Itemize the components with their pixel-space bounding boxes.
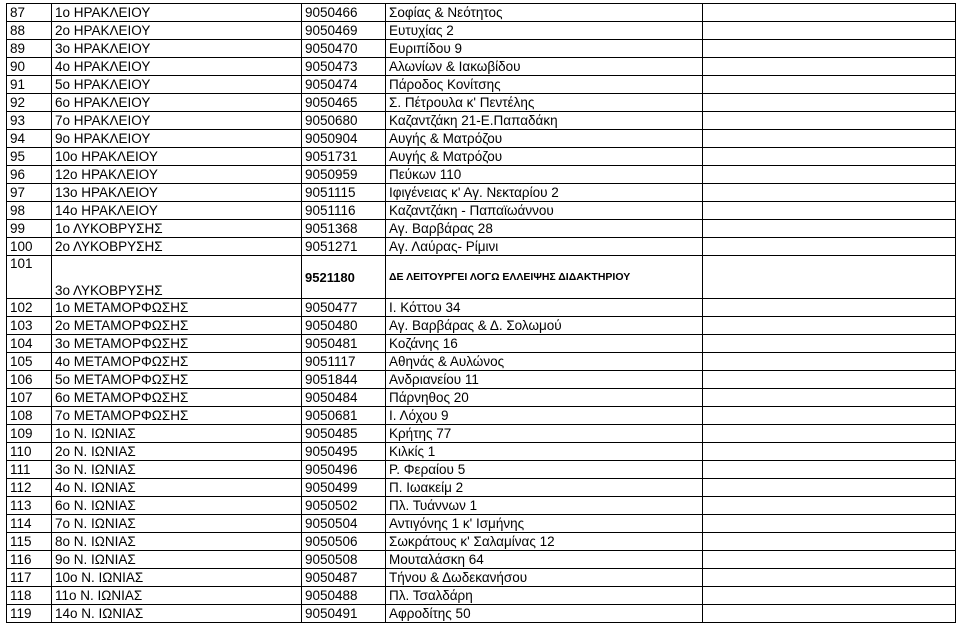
empty-cell — [703, 605, 956, 623]
school-name: 4ο ΜΕΤΑΜΟΡΦΩΣΗΣ — [52, 353, 302, 371]
school-address: Πεύκων 110 — [386, 166, 703, 184]
school-code: 9050470 — [302, 40, 386, 58]
table-row — [7, 148, 956, 166]
school-address: Αγ. Βαρβάρας & Δ. Σολωμού — [386, 317, 703, 335]
school-name: 4ο Ν. ΙΩΝΙΑΣ — [52, 479, 302, 497]
empty-cell — [703, 407, 956, 425]
table-row — [7, 569, 956, 587]
empty-cell — [703, 317, 956, 335]
row-number: 111 — [7, 461, 52, 479]
row-number: 108 — [7, 407, 52, 425]
school-address: Κοζάνης 16 — [386, 335, 703, 353]
school-address: Αυγής & Ματρόζου — [386, 148, 703, 166]
table-row — [7, 425, 956, 443]
row-number: 88 — [7, 22, 52, 40]
school-code: 9051368 — [302, 220, 386, 238]
school-name: 11ο Ν. ΙΩΝΙΑΣ — [52, 587, 302, 605]
school-address: Αγ. Βαρβάρας 28 — [386, 220, 703, 238]
school-code: 9050485 — [302, 425, 386, 443]
row-number: 116 — [7, 551, 52, 569]
school-name: 14ο Ν. ΙΩΝΙΑΣ — [52, 605, 302, 623]
table-row — [7, 130, 956, 148]
school-address: Κιλκίς 1 — [386, 443, 703, 461]
school-code: 9521180 — [302, 256, 386, 299]
empty-cell — [703, 76, 956, 94]
empty-cell — [703, 353, 956, 371]
table-row — [7, 256, 956, 299]
empty-cell — [703, 220, 956, 238]
school-code: 9051844 — [302, 371, 386, 389]
row-number: 91 — [7, 76, 52, 94]
empty-cell — [703, 130, 956, 148]
table-row — [7, 58, 956, 76]
school-code: 9051117 — [302, 353, 386, 371]
table-row — [7, 371, 956, 389]
school-name: 2ο Ν. ΙΩΝΙΑΣ — [52, 443, 302, 461]
table-row — [7, 220, 956, 238]
school-address: Σοφίας & Νεότητος — [386, 4, 703, 22]
school-name: 5ο ΜΕΤΑΜΟΡΦΩΣΗΣ — [52, 371, 302, 389]
empty-cell — [703, 425, 956, 443]
schools-table — [6, 3, 956, 623]
row-number: 97 — [7, 184, 52, 202]
school-code: 9051731 — [302, 148, 386, 166]
school-address: Σ. Πέτρουλα κ' Πεντέλης — [386, 94, 703, 112]
school-address: Ρ. Φεραίου 5 — [386, 461, 703, 479]
row-number: 93 — [7, 112, 52, 130]
row-number: 118 — [7, 587, 52, 605]
school-code: 9050473 — [302, 58, 386, 76]
school-code: 9050469 — [302, 22, 386, 40]
school-code: 9050499 — [302, 479, 386, 497]
table-row — [7, 202, 956, 220]
table-row — [7, 479, 956, 497]
row-number: 115 — [7, 533, 52, 551]
school-code: 9050504 — [302, 515, 386, 533]
school-name: 3ο ΛΥΚΟΒΡΥΣΗΣ — [52, 256, 302, 299]
school-name: 6ο ΜΕΤΑΜΟΡΦΩΣΗΣ — [52, 389, 302, 407]
school-address: Ι. Λόχου 9 — [386, 407, 703, 425]
empty-cell — [703, 148, 956, 166]
table-row — [7, 76, 956, 94]
school-code: 9050465 — [302, 94, 386, 112]
table-row — [7, 112, 956, 130]
school-code: 9050477 — [302, 299, 386, 317]
school-code: 9050466 — [302, 4, 386, 22]
empty-cell — [703, 40, 956, 58]
table-row — [7, 605, 956, 623]
school-name: 2ο ΛΥΚΟΒΡΥΣΗΣ — [52, 238, 302, 256]
school-code: 9050502 — [302, 497, 386, 515]
row-number: 105 — [7, 353, 52, 371]
table-row — [7, 587, 956, 605]
table-row — [7, 515, 956, 533]
school-address: ΔΕ ΛΕΙΤΟΥΡΓΕΙ ΛΟΓΩ ΕΛΛΕΙΨΗΣ ΔΙΔΑΚΤΗΡΙΟΥ — [386, 256, 703, 299]
empty-cell — [703, 389, 956, 407]
table-row — [7, 335, 956, 353]
school-address: Καζαντζάκη 21-Ε.Παπαδάκη — [386, 112, 703, 130]
school-code: 9050680 — [302, 112, 386, 130]
school-address: Αθηνάς & Αυλώνος — [386, 353, 703, 371]
school-name: 2ο ΗΡΑΚΛΕΙΟΥ — [52, 22, 302, 40]
row-number: 114 — [7, 515, 52, 533]
school-name: 9ο Ν. ΙΩΝΙΑΣ — [52, 551, 302, 569]
school-name: 10ο Ν. ΙΩΝΙΑΣ — [52, 569, 302, 587]
school-name: 9ο ΗΡΑΚΛΕΙΟΥ — [52, 130, 302, 148]
empty-cell — [703, 569, 956, 587]
empty-cell — [703, 551, 956, 569]
school-code: 9050484 — [302, 389, 386, 407]
school-code: 9050481 — [302, 335, 386, 353]
school-address: Ιφιγένειας κ' Αγ. Νεκταρίου 2 — [386, 184, 703, 202]
school-code: 9050487 — [302, 569, 386, 587]
school-address: Π. Ιωακείμ 2 — [386, 479, 703, 497]
table-row — [7, 238, 956, 256]
school-address: Πλ. Τσαλδάρη — [386, 587, 703, 605]
school-code: 9050959 — [302, 166, 386, 184]
school-code: 9051116 — [302, 202, 386, 220]
row-number: 94 — [7, 130, 52, 148]
school-name: 3ο Ν. ΙΩΝΙΑΣ — [52, 461, 302, 479]
school-name: 7ο Ν. ΙΩΝΙΑΣ — [52, 515, 302, 533]
school-address: Καζαντζάκη - Παπαϊωάννου — [386, 202, 703, 220]
school-address: Αντιγόνης 1 κ' Ισμήνης — [386, 515, 703, 533]
school-name: 4ο ΗΡΑΚΛΕΙΟΥ — [52, 58, 302, 76]
row-number: 90 — [7, 58, 52, 76]
empty-cell — [703, 299, 956, 317]
row-number: 103 — [7, 317, 52, 335]
row-number: 107 — [7, 389, 52, 407]
empty-cell — [703, 371, 956, 389]
empty-cell — [703, 166, 956, 184]
empty-cell — [703, 4, 956, 22]
empty-cell — [703, 515, 956, 533]
school-name: 14ο ΗΡΑΚΛΕΙΟΥ — [52, 202, 302, 220]
empty-cell — [703, 533, 956, 551]
empty-cell — [703, 58, 956, 76]
table-row — [7, 389, 956, 407]
row-number: 100 — [7, 238, 52, 256]
school-name: 7ο ΜΕΤΑΜΟΡΦΩΣΗΣ — [52, 407, 302, 425]
school-code: 9050474 — [302, 76, 386, 94]
row-number: 110 — [7, 443, 52, 461]
school-name: 8ο Ν. ΙΩΝΙΑΣ — [52, 533, 302, 551]
school-name: 6ο Ν. ΙΩΝΙΑΣ — [52, 497, 302, 515]
school-name: 7ο ΗΡΑΚΛΕΙΟΥ — [52, 112, 302, 130]
row-number: 89 — [7, 40, 52, 58]
row-number: 87 — [7, 4, 52, 22]
school-name: 1ο ΜΕΤΑΜΟΡΦΩΣΗΣ — [52, 299, 302, 317]
empty-cell — [703, 479, 956, 497]
empty-cell — [703, 238, 956, 256]
school-address: Κρήτης 77 — [386, 425, 703, 443]
school-address: Σωκράτους κ' Σαλαμίνας 12 — [386, 533, 703, 551]
empty-cell — [703, 184, 956, 202]
table-row — [7, 22, 956, 40]
school-code: 9050508 — [302, 551, 386, 569]
table-row — [7, 443, 956, 461]
row-number: 98 — [7, 202, 52, 220]
school-address: Πάροδος Κονίτσης — [386, 76, 703, 94]
school-address: Αλωνίων & Ιακωβίδου — [386, 58, 703, 76]
empty-cell — [703, 256, 956, 299]
school-code: 9051115 — [302, 184, 386, 202]
table-row — [7, 4, 956, 22]
empty-cell — [703, 335, 956, 353]
school-name: 12ο ΗΡΑΚΛΕΙΟΥ — [52, 166, 302, 184]
empty-cell — [703, 22, 956, 40]
table-row — [7, 299, 956, 317]
school-name: 1ο Ν. ΙΩΝΙΑΣ — [52, 425, 302, 443]
table-row — [7, 166, 956, 184]
school-address: Αυγής & Ματρόζου — [386, 130, 703, 148]
table-row — [7, 533, 956, 551]
row-number: 112 — [7, 479, 52, 497]
table-row — [7, 94, 956, 112]
school-address: Αφροδίτης 50 — [386, 605, 703, 623]
school-code: 9050480 — [302, 317, 386, 335]
row-number: 109 — [7, 425, 52, 443]
row-number: 96 — [7, 166, 52, 184]
school-code: 9050904 — [302, 130, 386, 148]
table-row — [7, 407, 956, 425]
row-number: 102 — [7, 299, 52, 317]
empty-cell — [703, 461, 956, 479]
row-number: 119 — [7, 605, 52, 623]
row-number: 106 — [7, 371, 52, 389]
row-number: 113 — [7, 497, 52, 515]
row-number: 101 — [7, 256, 52, 299]
school-address: Πλ. Τυάννων 1 — [386, 497, 703, 515]
table-row — [7, 461, 956, 479]
table-body — [7, 4, 956, 623]
table-row — [7, 353, 956, 371]
empty-cell — [703, 94, 956, 112]
empty-cell — [703, 112, 956, 130]
school-name: 5ο ΗΡΑΚΛΕΙΟΥ — [52, 76, 302, 94]
school-name: 1ο ΗΡΑΚΛΕΙΟΥ — [52, 4, 302, 22]
row-number: 104 — [7, 335, 52, 353]
empty-cell — [703, 443, 956, 461]
table-row — [7, 317, 956, 335]
school-code: 9050495 — [302, 443, 386, 461]
school-address: Ευτυχίας 2 — [386, 22, 703, 40]
table-row — [7, 551, 956, 569]
school-name: 3ο ΗΡΑΚΛΕΙΟΥ — [52, 40, 302, 58]
row-number: 95 — [7, 148, 52, 166]
row-number: 92 — [7, 94, 52, 112]
school-address: Μουταλάσκη 64 — [386, 551, 703, 569]
school-address: Τήνου & Δωδεκανήσου — [386, 569, 703, 587]
school-name: 6ο ΗΡΑΚΛΕΙΟΥ — [52, 94, 302, 112]
table-row — [7, 184, 956, 202]
school-name: 3ο ΜΕΤΑΜΟΡΦΩΣΗΣ — [52, 335, 302, 353]
table-row — [7, 40, 956, 58]
empty-cell — [703, 202, 956, 220]
school-code: 9050506 — [302, 533, 386, 551]
school-name: 2ο ΜΕΤΑΜΟΡΦΩΣΗΣ — [52, 317, 302, 335]
school-name: 13ο ΗΡΑΚΛΕΙΟΥ — [52, 184, 302, 202]
school-code: 9050681 — [302, 407, 386, 425]
empty-cell — [703, 497, 956, 515]
school-code: 9051271 — [302, 238, 386, 256]
school-code: 9050488 — [302, 587, 386, 605]
school-address: Ανδριανείου 11 — [386, 371, 703, 389]
row-number: 99 — [7, 220, 52, 238]
school-address: Αγ. Λαύρας- Ρίμινι — [386, 238, 703, 256]
table-row — [7, 497, 956, 515]
empty-cell — [703, 587, 956, 605]
school-name: 1ο ΛΥΚΟΒΡΥΣΗΣ — [52, 220, 302, 238]
school-name: 10ο ΗΡΑΚΛΕΙΟΥ — [52, 148, 302, 166]
school-address: Ευριπίδου 9 — [386, 40, 703, 58]
school-code: 9050496 — [302, 461, 386, 479]
school-address: Ι. Κόττου 34 — [386, 299, 703, 317]
school-code: 9050491 — [302, 605, 386, 623]
row-number: 117 — [7, 569, 52, 587]
school-address: Πάρνηθος 20 — [386, 389, 703, 407]
